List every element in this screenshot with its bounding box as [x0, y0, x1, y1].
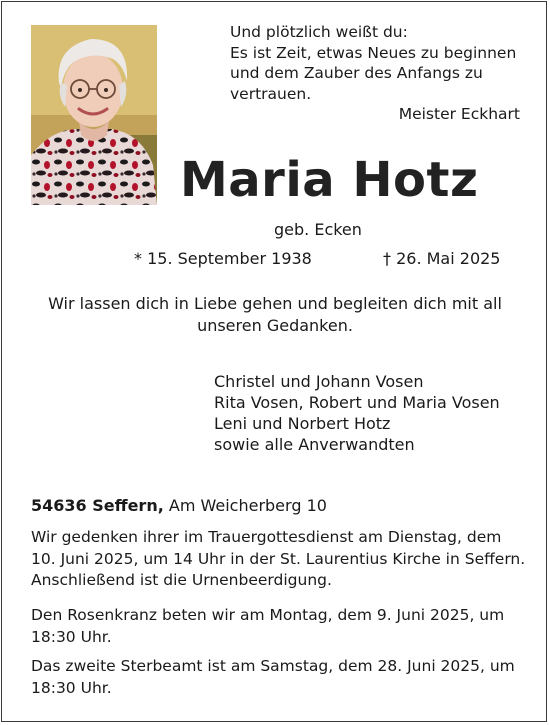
address-city: 54636 Seffern, [31, 496, 164, 515]
quote-line: Und plötzlich weißt du: [230, 23, 408, 41]
address-street: Am Weicherberg 10 [168, 496, 327, 515]
quote-line: vertrauen. [230, 84, 312, 103]
quote-author: Meister Eckhart [398, 105, 520, 123]
second-mass-paragraph: Das zweite Sterbeamt ist am Samstag, dem 28. Juni 2025, um 18:30 Uhr. [31, 657, 515, 697]
mourners-list [214, 371, 500, 455]
mourner-line: Christel und Johann Vosen [214, 372, 424, 391]
quote-line: Es ist Zeit, etwas Neues zu beginnen [230, 43, 517, 62]
address [31, 496, 327, 515]
motto-text: Wir lassen dich in Liebe gehen und begleiten dich mit all unseren Gedanken. [48, 294, 502, 335]
rosary-paragraph: Den Rosenkranz beten wir am Montag, dem 9. Juni 2025, um 18:30 Uhr. [31, 606, 505, 646]
quote-block [230, 22, 530, 125]
mourner-line: sowie alle Anverwandten [214, 435, 415, 454]
birth-date: * 15. September 1938 [134, 249, 312, 268]
quote-line: und dem Zauber des Anfangs zu [230, 64, 483, 82]
mourner-line: Rita Vosen, Robert und Maria Vosen [214, 393, 500, 412]
deceased-name: Maria Hotz [180, 152, 479, 208]
maiden-name: geb. Ecken [274, 220, 362, 239]
service-paragraph: Wir gedenken ihrer im Trauergottesdienst am Dienstag, dem 10. Juni 2025, um 14 Uhr in der St. Laurentius Kirche in Seffern. Anschließend ist die Urnenbeerdigung. [31, 528, 526, 589]
portrait-photo [31, 25, 157, 205]
mourner-line: Leni und Norbert Hotz [214, 414, 391, 433]
death-date: † 26. Mai 2025 [383, 249, 501, 268]
